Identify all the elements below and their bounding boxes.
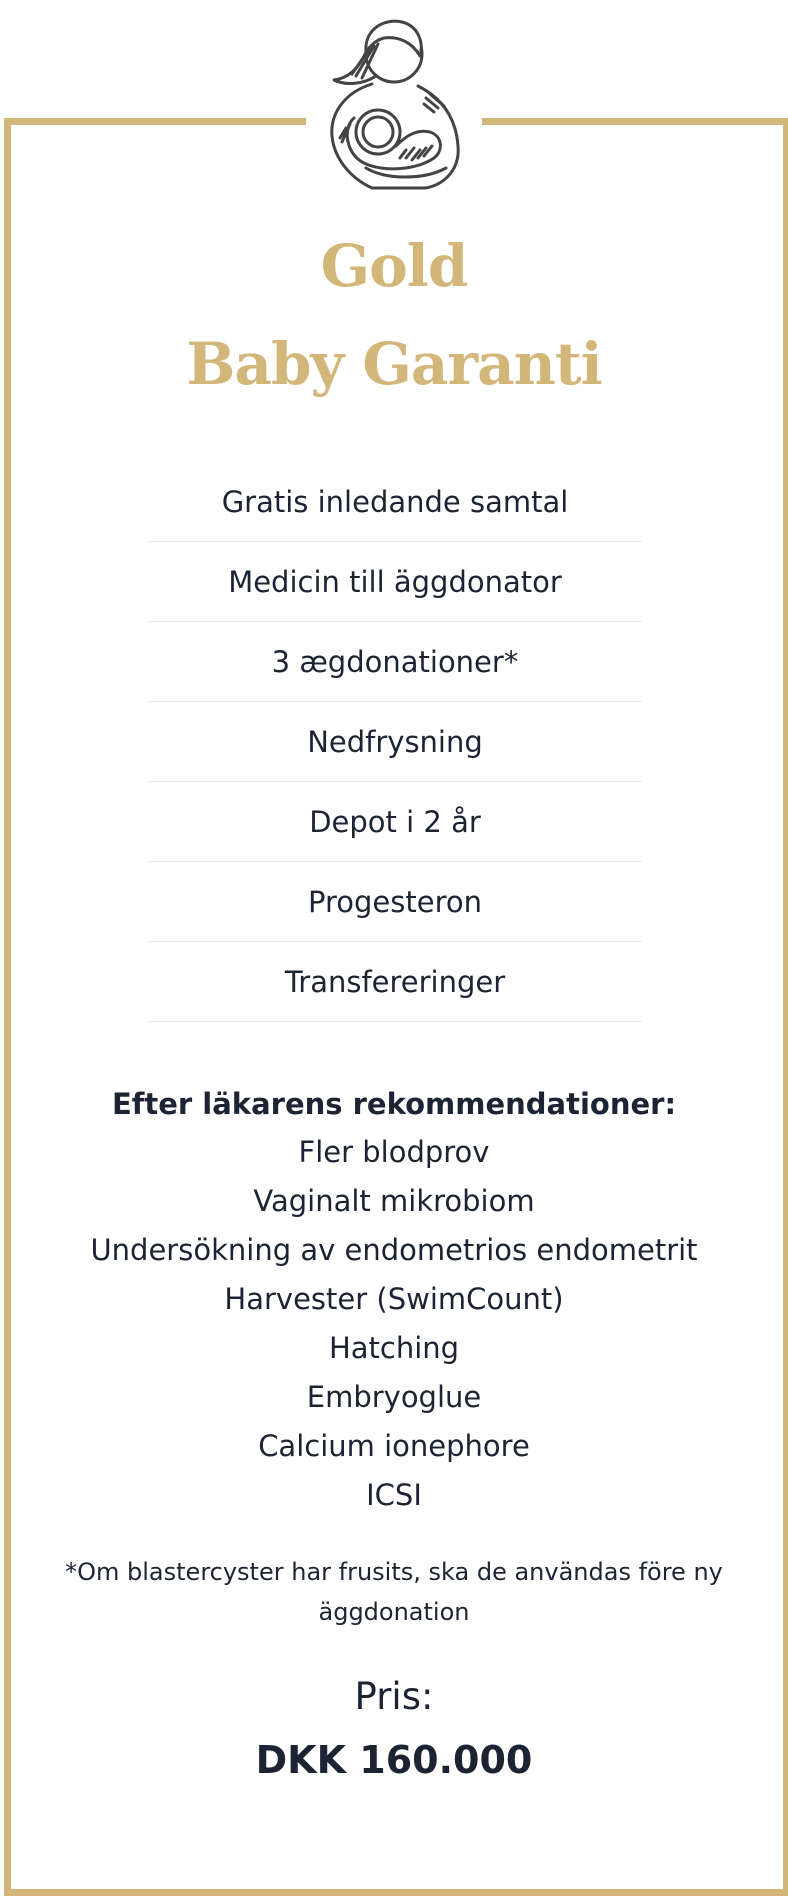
- recommendations-heading: Efter läkarens rekommendationer:: [111, 1087, 677, 1121]
- recommendation-item: Embryoglue: [306, 1380, 482, 1414]
- recommendations-list: [0, 1128, 788, 1520]
- recommendation-item: ICSI: [366, 1478, 422, 1512]
- feature-item: Progesteron: [148, 862, 642, 942]
- recommendations-section: [0, 1080, 788, 1520]
- footnote: *Om blastercyster har frusits, ska de användas före ny äggdonation: [65, 1558, 723, 1626]
- feature-item: 3 ægdonationer*: [148, 622, 642, 702]
- mother-with-baby-icon: [306, 8, 482, 198]
- recommendation-item: Vaginalt mikrobiom: [253, 1184, 535, 1218]
- recommendation-item: Calcium ionephore: [258, 1429, 530, 1463]
- feature-item: Nedfrysning: [148, 702, 642, 782]
- feature-item: Depot i 2 år: [148, 782, 642, 862]
- recommendation-item: Hatching: [328, 1331, 460, 1365]
- recommendation-item: Harvester (SwimCount): [224, 1282, 564, 1316]
- feature-list: [148, 462, 642, 1022]
- package-title-line-1: Gold: [320, 232, 468, 300]
- feature-item: Transfereringer: [148, 942, 642, 1022]
- recommendation-item: Fler blodprov: [298, 1135, 490, 1169]
- package-title-line-2: Baby Garanti: [186, 330, 602, 398]
- feature-item: Gratis inledande samtal: [148, 462, 642, 542]
- price-value: DKK 160.000: [255, 1738, 533, 1782]
- recommendation-item: Undersökning av endometrios endometrit: [90, 1233, 698, 1267]
- feature-item: Medicin till äggdonator: [148, 542, 642, 622]
- price-label: Pris:: [354, 1675, 434, 1718]
